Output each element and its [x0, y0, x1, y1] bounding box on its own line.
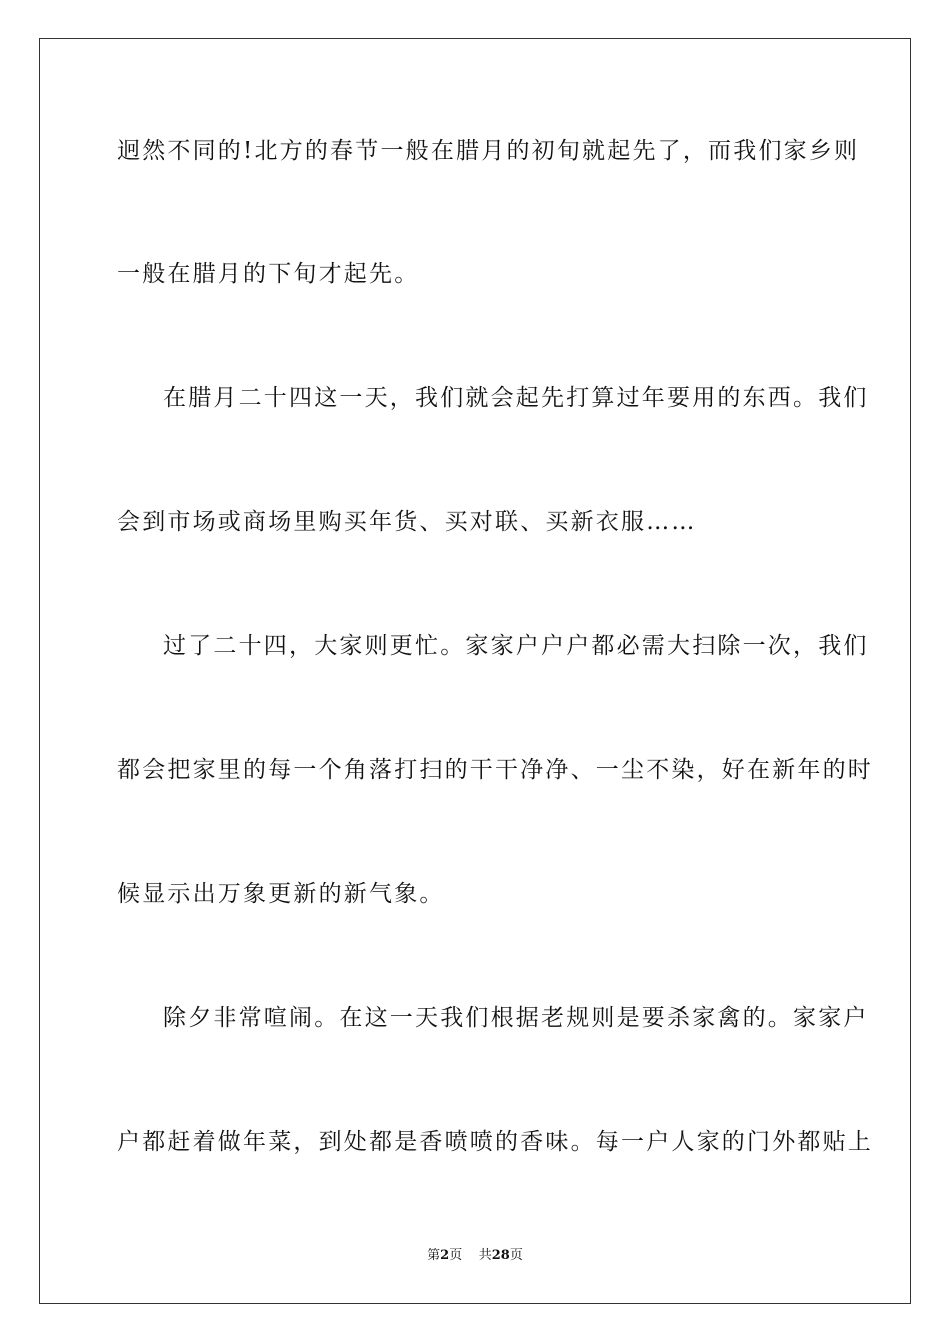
footer-total-suffix: 页	[509, 1248, 523, 1263]
page-footer	[0, 1247, 950, 1265]
page-border	[39, 38, 911, 1304]
paragraph-line-5: 过了二十四，大家则更忙。家家户户户都必需大扫除一次，我们	[163, 633, 869, 659]
paragraph-line-3: 在腊月二十四这一天，我们就会起先打算过年要用的东西。我们	[163, 385, 869, 411]
footer-page-number: 2	[440, 1248, 450, 1263]
paragraph-line-7: 候显示出万象更新的新气象。	[117, 881, 445, 907]
paragraph-line-8: 除夕非常喧闹。在这一天我们根据老规则是要杀家禽的。家家户	[163, 1005, 869, 1031]
footer-page-suffix: 页	[449, 1248, 463, 1263]
footer-page-prefix: 第	[427, 1248, 441, 1263]
paragraph-line-2: 一般在腊月的下旬才起先。	[117, 261, 420, 287]
paragraph-line-6: 都会把家里的每一个角落打扫的干干净净、一尘不染，好在新年的时	[117, 757, 873, 783]
footer-total-pages: 28	[491, 1248, 510, 1263]
paragraph-line-4: 会到市场或商场里购买年货、买对联、买新衣服……	[117, 509, 697, 535]
footer-total-prefix: 共	[478, 1248, 492, 1263]
paragraph-line-1: 迥然不同的!北方的春节一般在腊月的初旬就起先了，而我们家乡则	[117, 138, 860, 164]
paragraph-line-9: 户都赶着做年菜，到处都是香喷喷的香味。每一户人家的门外都贴上	[117, 1129, 873, 1155]
